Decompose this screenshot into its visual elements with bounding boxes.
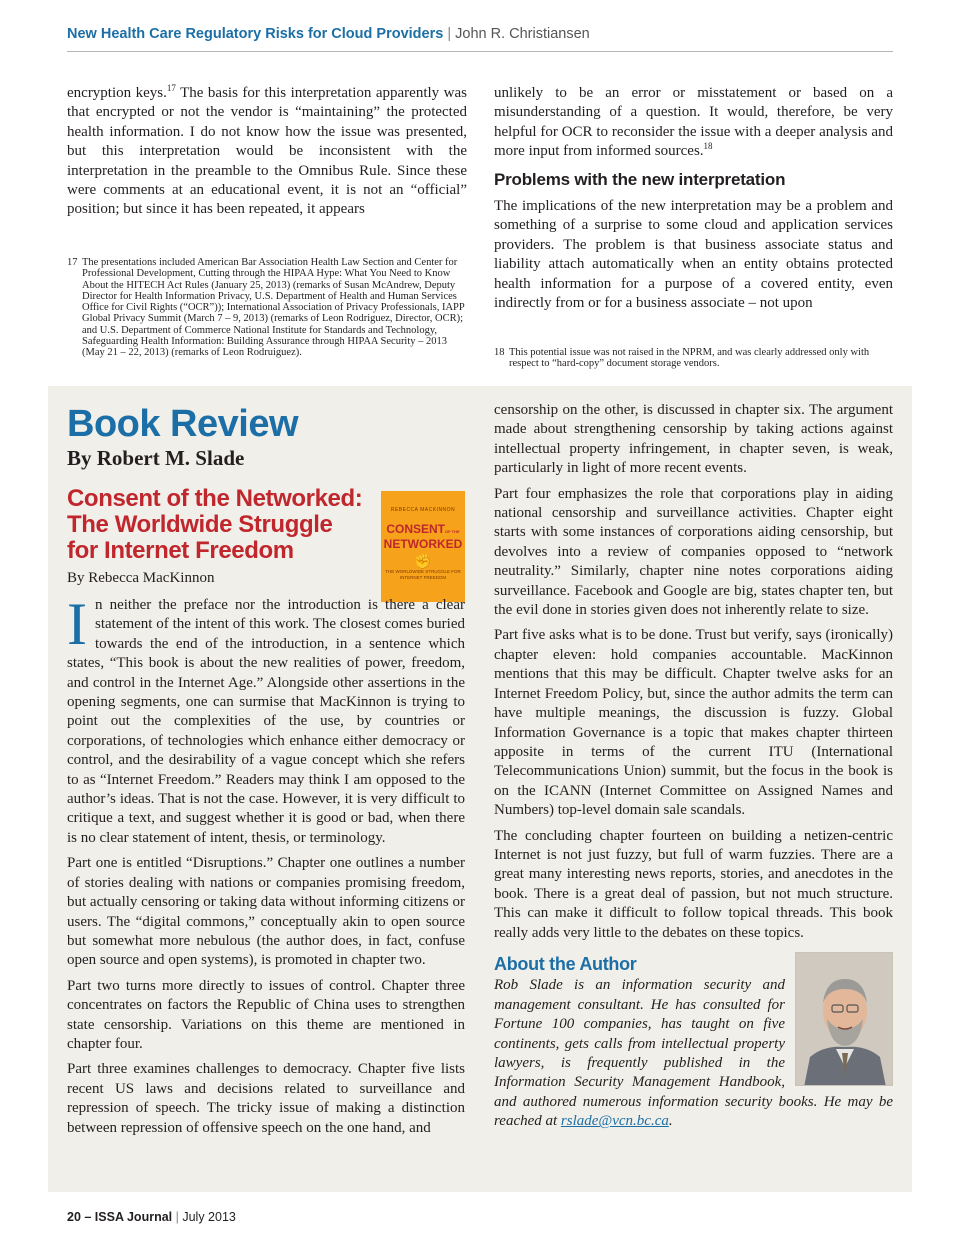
- footnote-17: [67, 257, 467, 359]
- running-header: [67, 26, 893, 52]
- review-paragraph: Part five asks what is to be done. Trust but verify, says (ironically) chapter eleven: hold companies accountable. MacKinnon mentions that this may be difficult. Chapter twelve asks for an Internet Freedom Policy, but, since the author admits the term can have multiple meanings, the discussion is fuzzy. Global Information Governance is a topic that makes chapter thirteen apposite in terms of the current ITU (International Telecommunications Union) summit, but the focus in the book is on the ICANN (Internet Committee on Assigned Names and Numbers) top-level domain sale scandals.: [494, 627, 893, 819]
- cover-author: REBECCA MACKINNON: [390, 507, 456, 513]
- footer-page-number: 20 – ISSA Journal: [67, 1210, 173, 1224]
- book-review-heading: Book Review: [67, 403, 299, 445]
- page-footer: [67, 1210, 236, 1224]
- article-paragraph: The implications of the new interpretation may be a problem and something of a surprise to some cloud and application services providers. The problem is that business associate status and liability attach automatically when an entity obtains protected health information for a purpose of a covered entity, even indirectly from or for a business associate – not upon: [494, 198, 893, 312]
- article-paragraph: unlikely to be an error or misstatement or based on a misunderstanding of a question. It would, therefore, be very helpful for OCR to reconsider the issue with a deeper analysis and more input from informed sources.$^{18}$: [494, 85, 893, 160]
- raised-fist-icon: ✊: [414, 553, 432, 569]
- footnote-ref: 17: [166, 83, 176, 93]
- footer-separator: |: [175, 1210, 179, 1224]
- author-photo: [795, 952, 893, 1086]
- review-byline: By Robert M. Slade: [67, 446, 245, 470]
- drop-cap: I: [67, 591, 87, 657]
- book-cover-image: [381, 491, 465, 602]
- author-portrait-illustration: [796, 953, 893, 1086]
- cover-of-the: OF THE: [445, 529, 460, 534]
- book-author: By Rebecca MacKinnon: [67, 570, 215, 586]
- footnote-text: The presentations included American Bar Association Health Law Section and Center for Professional Development, Cutting through the HIPAA Hype: What You Need to Know About the HITECH Act Rules (January 25, 2013) (remarks of Susan McAndrew, Deputy Director for Health Information Privacy, U.S. Department of Health and Human Services Office for Civil Rights (“OCR”)); International Association of Privacy Professionals, IAPP Global Privacy Summit (March 7 – 9, 2013) (remarks of Leon Rodriguez, Director, OCR); and U.S. Department of Commerce National Institute for Standards and Technology, Safeguarding Health Information: Building Assurance through HIPAA Security – 2013 (May 21 – 22, 2013) (remarks of Leon Rodruiguez).: [82, 257, 465, 359]
- footnote-ref: 18: [703, 141, 713, 152]
- article-column-left: [67, 84, 467, 226]
- footnote-18: [494, 347, 893, 370]
- footnote-number: 18: [494, 347, 505, 358]
- review-paragraph: The concluding chapter fourteen on building a netizen-centric Internet is not just fuzzy, but full of warm fuzzies. There are a great many interesting news reports, stories, and anecdotes in the book. There is a great deal of passion, but not much structure. This can make it difficult to follow topical threads. This book really adds very little to the debates on these topics.: [494, 827, 893, 941]
- author-email-link[interactable]: rslade@vcn.bc.ca: [560, 1113, 669, 1130]
- cover-title-line1: CONSENTOF THE: [386, 522, 460, 536]
- review-paragraph: Part four emphasizes the role that corporations play in aiding national censorship and surveillance activities. Chapter eight starts with some instances of corporations aiding censorship, but devolves into a review of companies opposed to “network neutrality.” Similarly, chapter nine notes corporations aiding surveillance. Facebook and Google are big, states chapter ten, but the evil done in stories given does not inherently relate to size.: [494, 485, 893, 619]
- article-column-right: [494, 84, 893, 319]
- footer-date: July 2013: [182, 1210, 236, 1224]
- cover-subtitle: THE WORLDWIDE STRUGGLE FOR INTERNET FREEDOM: [385, 569, 461, 580]
- footnote-text: This potential issue was not raised in the NPRM, and was clearly addressed only with respect to “hard-copy” document storage vendors.: [509, 347, 870, 370]
- article-paragraph: encryption keys.$^{17}$ The basis for this interpretation apparently was that encrypted or not the vendor is “maintaining” the protected health information. I do not know how the issue was presented, but this interpretation would be inconsistent with the interpretation in the preamble to the Omnibus Rule. Since these were comments at an educational event, it is not an “official” position; but since it has been repeated, it appears: [67, 83, 467, 218]
- section-heading: Problems with the new interpretation: [494, 169, 786, 189]
- about-author-heading: About the Author: [494, 953, 637, 974]
- header-separator: |: [447, 26, 452, 42]
- review-paragraph: censorship on the other, is discussed in chapter six. The argument made about strengthening censorship by taking actions against intellectual property infringement, in chapter seven, is weak, particularly in light of more recent events.: [494, 402, 893, 477]
- review-paragraph: In neither the preface nor the introduction is there a clear statement of the intent of this work. The closest comes buried towards the end of the introduction, in a sentence which states, “This book is about the new realities of power, freedom, and control in the Internet Age.” Alongside other assertions in the opening segments, one can surmise that MacKinnon is trying to point out the complexities of the use, by countries or corporations, of technologies which enhance either democracy or control, and the desirability of a vague concept which she refers to as “Internet Freedom.” Readers may think I am opposed to the author’s ideas. That is not the case. However, it is very difficult to critique a text, and suggest whether it is good or bad, when there is no clear statement of intent, thesis, or terminology.: [67, 591, 465, 846]
- cover-title-line2: NETWORKED: [383, 537, 463, 551]
- review-column-right: [494, 401, 893, 1138]
- review-paragraph: Part one is entitled “Disruptions.” Chapter one outlines a number of stories dealing with nations or companies promising freedom, but actually censoring or taking data without informing citizens or users. The “digital commons,” conceptually akin to open source but somewhat more nebulous (the author does, in fact, confuse open source and open systems), is promoted in chapter two.: [67, 855, 465, 969]
- book-title: Consent of the Networked: The Worldwide Struggle for Internet Freedom: [67, 485, 363, 564]
- header-article-title: New Health Care Regulatory Risks for Cloud Providers: [67, 26, 444, 42]
- review-paragraph: Part three examines challenges to democracy. Chapter five lists recent US laws and decisions related to surveillance and repression of speech. The tricky issue of making a distinction between repression of offensive speech on the one hand, and: [67, 1061, 465, 1136]
- about-author-text: Rob Slade is an information security and management consultant. He has consulted for Fortune 100 companies, has taught on five continents, gets calls from intellectual property lawyers, is frequently published in the Information Security Management Handbook, and authored numerous information security books. He may be reached at rslade@vcn.bc.ca.: [494, 977, 893, 1130]
- header-author: John R. Christiansen: [455, 26, 590, 42]
- review-column-left: [67, 591, 465, 1144]
- review-paragraph: Part two turns more directly to issues of control. Chapter three concentrates on factors the Republic of China uses to strengthen state censorship. Variations on this theme are mentioned in chapter four.: [67, 977, 465, 1052]
- footnote-number: 17: [67, 257, 78, 268]
